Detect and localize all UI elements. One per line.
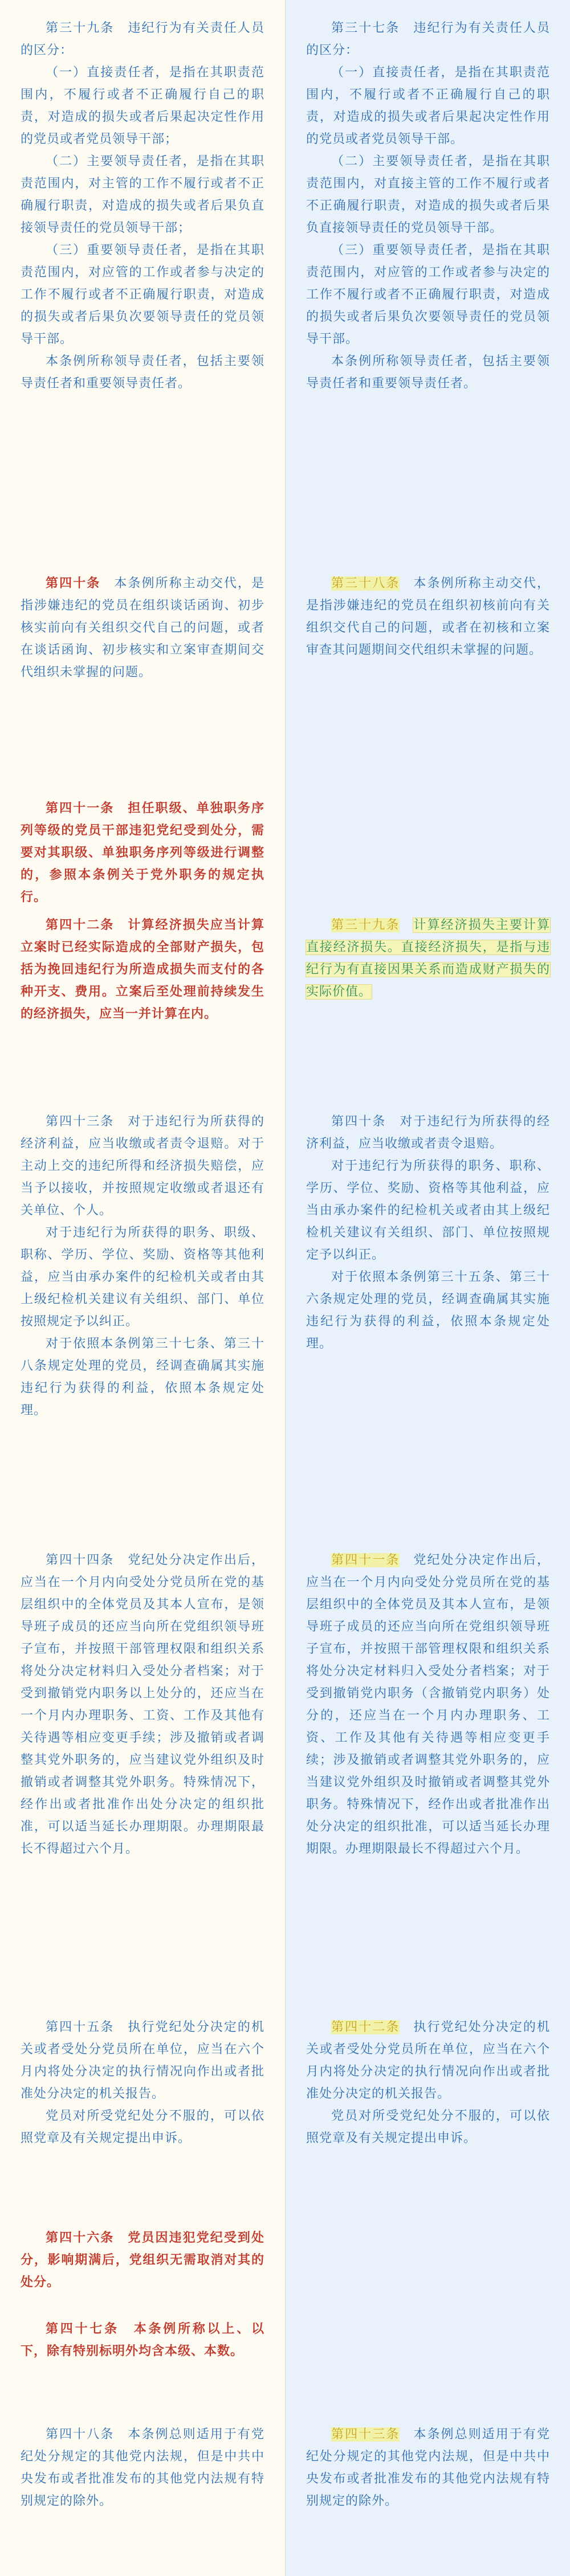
- right-article-42: 第四十二条 执行党纪处分决定的机关或者受处分党员所在单位，应当在六个月内将处分决定的执行情况向作出或者批准处分决定的机关报告。 党员对所受党纪处分不服的，可以依照党章及有关规定提出申诉。: [306, 2016, 550, 2149]
- paragraph: 第四十一条 担任职级、单独职务序列等级的党员干部违犯党纪受到处分，需要对其职级、单独职务序列等级进行调整的，参照本条例关于党外职务的规定执行。: [21, 801, 264, 904]
- paragraph: 对于违纪行为所获得的职务、职级、职称、学历、学位、奖励、资格等其他利益，应当由承办案件的纪检机关或者由其上级纪检机关建议有关组织、部门、单位按照规定予以纠正。: [21, 1226, 264, 1329]
- paragraph: 第四十六条 党员因违犯党纪受到处分，影响期满后，党组织无需取消对其的处分。: [21, 2230, 264, 2290]
- right-article-40: 第四十条 对于违纪行为所获得的经济利益，应当收缴或者责令退赔。 对于违纪行为所获得的职务、职称、学历、学位、奖励、资格等其他利益，应当由承办案件的纪检机关或者由其上级纪检机关建议有关组织、部门、单位按照规定予以纠正。 对于依照本条例第三十五条、第三十六条规定处理的党员，经调查确属其实施违纪行为获得的利益，依照本条规定处理。: [306, 1111, 550, 1355]
- left-article-47: [21, 2318, 264, 2362]
- article-number: 第四十五条: [46, 2020, 115, 2034]
- left-article-45: 第四十五条 执行党纪处分决定的机关或者受处分党员所在单位，应当在六个月内将处分决定的执行情况向作出或者批准处分决定的机关报告。 党员对所受党纪处分不服的，可以依照党章及有关规定提出申诉。: [21, 2016, 264, 2149]
- left-article-48: 第四十八条 本条例总则适用于有党纪处分规定的其他党内法规，但是中共中央发布或者批准发布的其他党内法规有特别规定的除外。: [21, 2427, 264, 2508]
- right-article-39: 第三十九条 计算经济损失主要计算直接经济损失。直接经济损失，是指与违纪行为有直接因果关系而造成财产损失的实际价值。: [306, 918, 550, 999]
- paragraph: （三）重要领导责任者，是指在其职责范围内，对应管的工作或者参与决定的工作不履行或者不正确履行职责，对造成的损失或者后果负次要领导责任的党员领导干部。: [21, 243, 264, 346]
- paragraph: 对于违纪行为所获得的职务、职称、学历、学位、奖励、资格等其他利益，应当由承办案件的纪检机关或者由其上级纪检机关建议有关组织、部门、单位按照规定予以纠正。: [306, 1159, 550, 1262]
- paragraph: （三）重要领导责任者，是指在其职责范围内，对应管的工作或者参与决定的工作不履行或者不正确履行职责，对造成的损失或者后果负次要领导责任的党员领导干部。: [306, 243, 550, 346]
- article-number: 第三十七条: [331, 21, 400, 35]
- right-article-43: 第四十三条 本条例总则适用于有党纪处分规定的其他党内法规，但是中共中央发布或者批准发布的其他党内法规有特别规定的除外。: [306, 2427, 550, 2508]
- article-number: 第三十八条: [331, 576, 400, 591]
- article-number: 第四十二条: [46, 918, 115, 932]
- article-number: 第四十二条: [331, 2020, 400, 2034]
- paragraph: 第四十七条 本条例所称以上、以下，除有特别标明外均含本级、本数。: [21, 2321, 264, 2358]
- article-number: 第三十九条: [46, 21, 115, 35]
- article-number: 第四十一条: [331, 1553, 400, 1567]
- article-number: 第三十九条: [331, 918, 400, 932]
- right-article-38: 第三十八条 本条例所称主动交代，是指涉嫌违纪的党员在组织初核前向有关组织交代自己的问题，或者在初核和立案审查其问题期间交代组织未掌握的问题。: [306, 576, 550, 657]
- article-number: 第四十四条: [46, 1553, 115, 1567]
- right-article-37: 第三十七条 违纪行为有关责任人员的区分： （一）直接责任者，是指在其职责范围内，不履行或者不正确履行自己的职责，对造成的损失或者后果起决定性作用的党员或者党员领导干部。 （二）主要领导责任者，是指在其职责范围内，对直接主管的工作不履行或者不正确履行职责，对造成的损失或者后果负直接领导责任的党员领导干部。 （三）重要领导责任者，是指在其职责范围内，对应管的工作或者参与决定的工作不履行或者不正确履行职责，对造成的损失或者后果负次要领导责任的党员领导干部。 本条例所称领导责任者，包括主要领导责任者和重要领导责任者。: [306, 17, 550, 395]
- paragraph: 对于依照本条例第三十五条、第三十六条规定处理的党员，经调查确属其实施违纪行为获得的利益，依照本条规定处理。: [306, 1270, 550, 1351]
- article-number: 第四十八条: [46, 2427, 115, 2442]
- left-article-41: [21, 797, 264, 908]
- article-number: 第四十条: [46, 576, 101, 591]
- paragraph: 党员对所受党纪处分不服的，可以依照党章及有关规定提出申诉。: [306, 2109, 550, 2145]
- paragraph: （一）直接责任者，是指在其职责范围内，不履行或者不正确履行自己的职责，对造成的损失或者后果起决定性作用的党员或者党员领导干部。: [306, 65, 550, 146]
- paragraph: 对于依照本条例第三十七条、第三十八条规定处理的党员，经调查确属其实施违纪行为获得的利益，依照本条规定处理。: [21, 1337, 264, 1418]
- left-article-43: 第四十三条 对于违纪行为所获得的经济利益，应当收缴或者责令退赔。对于主动上交的违纪所得和经济损失赔偿，应当予以接收，并按照规定收缴或者退还有关单位、个人。 对于违纪行为所获得的职务、职级、职称、学历、学位、奖励、资格等其他利益，应当由承办案件的纪检机关或者由其上级纪检机关建议有关组织、部门、单位按照规定予以纠正。 对于依照本条例第三十七条、第三十八条规定处理的党员，经调查确属其实施违纪行为获得的利益，依照本条规定处理。: [21, 1111, 264, 1422]
- right-article-41: 第四十一条 党纪处分决定作出后，应当在一个月内向受处分党员所在党的基层组织中的全体党员及其本人宣布，是领导班子成员的还应当向所在党组织领导班子宣布，并按照干部管理权限和组织关系将处分决定材料归入受处分者档案；对于受到撤销党内职务（含撤销党内职务）处分的，还应当在一个月内办理职务、工资、工作及其他有关待遇等相应变更手续；涉及撤销或者调整其党外职务的，应当建议党外组织及时撤销或者调整其党外职务。特殊情况下，经作出或者批准作出处分决定的组织批准，可以适当延长办理期限。办理期限最长不得超过六个月。: [306, 1553, 550, 1856]
- article-number: 第四十三条: [46, 1115, 115, 1129]
- left-article-44: 第四十四条 党纪处分决定作出后，应当在一个月内向受处分党员所在党的基层组织中的全体党员及其本人宣布，是领导班子成员的还应当向所在党组织领导班子宣布，并按照干部管理权限和组织关系将处分决定材料归入受处分者档案；对于受到撤销党内职务以上处分的，还应当在一个月内办理职务、工资、工作及其他有关待遇等相应变更手续；涉及撤销或者调整其党外职务的，应当建议党外组织及时撤销或者调整其党外职务。特殊情况下，经作出或者批准作出处分决定的组织批准，可以适当延长办理期限。办理期限最长不得超过六个月。: [21, 1553, 264, 1856]
- left-article-42: 第四十二条 计算经济损失应当计算立案时已经实际造成的全部财产损失，包括为挽回违纪行为所造成损失而支付的各种开支、费用。立案后至处理前持续发生的经济损失，应当一并计算在内。: [21, 918, 264, 1021]
- left-article-46: [21, 2227, 264, 2294]
- paragraph: 本条例所称领导责任者，包括主要领导责任者和重要领导责任者。: [306, 354, 550, 391]
- left-article-40: 第四十条 本条例所称主动交代，是指涉嫌违纪的党员在组织谈话函询、初步核实前向有关组织交代自己的问题，或者在谈话函询、初步核实和立案审查期间交代组织未掌握的问题。: [21, 576, 264, 679]
- paragraph: （一）直接责任者，是指在其职责范围内，不履行或者不正确履行自己的职责，对造成的损失或者后果起决定性作用的党员或者党员领导干部；: [21, 65, 264, 146]
- left-article-39: 第三十九条 违纪行为有关责任人员的区分： （一）直接责任者，是指在其职责范围内，不履行或者不正确履行自己的职责，对造成的损失或者后果起决定性作用的党员或者党员领导干部； （二）主要领导责任者，是指在其职责范围内，对主管的工作不履行或者不正确履行职责，对造成的损失或者后果负直接领导责任的党员领导干部； （三）重要领导责任者，是指在其职责范围内，对应管的工作或者参与决定的工作不履行或者不正确履行职责，对造成的损失或者后果负次要领导责任的党员领导干部。 本条例所称领导责任者，包括主要领导责任者和重要领导责任者。: [21, 17, 264, 395]
- article-number: 第四十三条: [331, 2427, 400, 2442]
- paragraph: 党员对所受党纪处分不服的，可以依照党章及有关规定提出申诉。: [21, 2109, 264, 2145]
- article-number: 第四十条: [331, 1115, 386, 1129]
- paragraph: 本条例所称领导责任者，包括主要领导责任者和重要领导责任者。: [21, 354, 264, 391]
- paragraph: （二）主要领导责任者，是指在其职责范围内，对直接主管的工作不履行或者不正确履行职责，对造成的损失或者后果负直接领导责任的党员领导干部。: [306, 154, 550, 235]
- right-column-old-version: [285, 0, 570, 2576]
- paragraph: （二）主要领导责任者，是指在其职责范围内，对主管的工作不履行或者不正确履行职责，对造成的损失或者后果负直接领导责任的党员领导干部；: [21, 154, 264, 235]
